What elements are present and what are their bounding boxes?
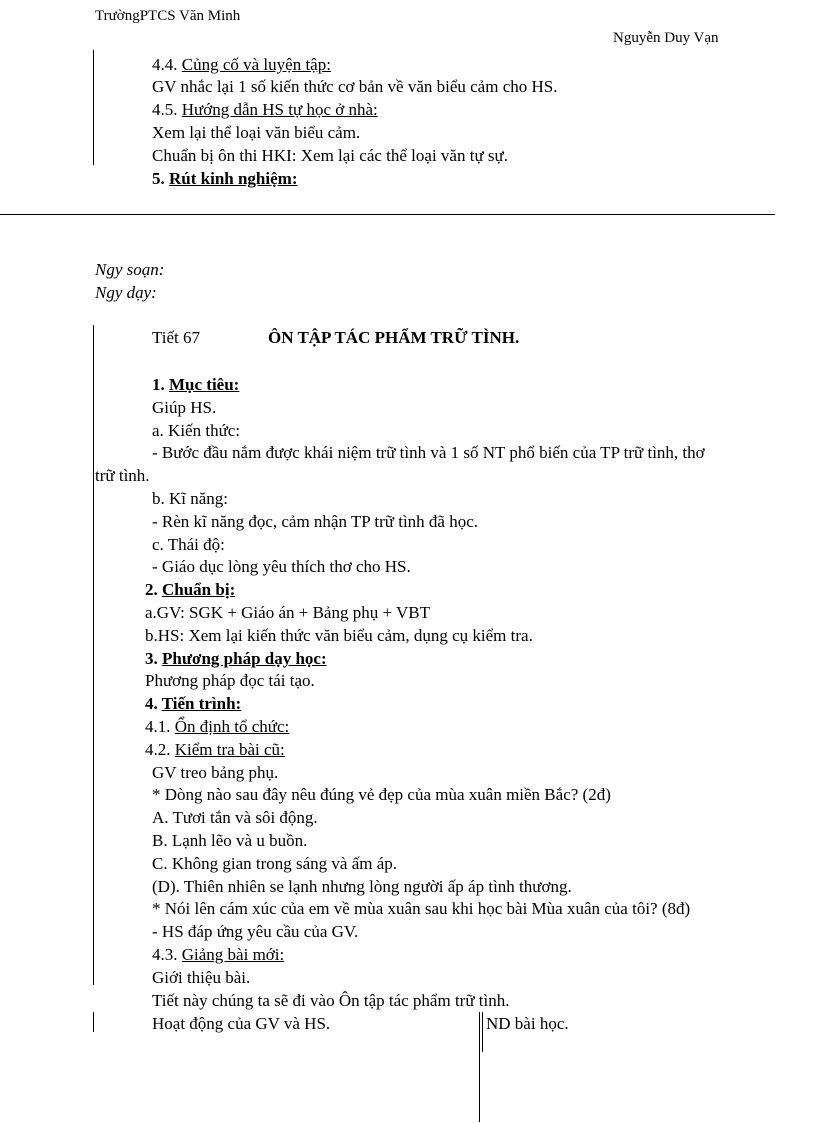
- author-name: Nguyễn Duy Vạn: [613, 30, 719, 46]
- section-4-1: 4.1. Ổn định tổ chức:: [145, 717, 290, 736]
- section-4-5: 4.5. Hướng dẫn HS tự học ở nhà:: [152, 100, 378, 119]
- section-4-2-title: Kiểm tra bài cũ:: [174, 740, 285, 759]
- preparation-hs: b.HS: Xem lại kiến thức văn biểu cảm, dụng cụ kiểm tra.: [145, 626, 533, 645]
- objectives-heading: 1. Mục tiêu:: [152, 375, 240, 394]
- check-option-a: A. Tươi tắn và sôi động.: [152, 808, 318, 827]
- objectives-intro: Giúp HS.: [152, 398, 217, 417]
- knowledge-text-1: - Bước đầu nắm được khái niệm trữ tình và 1 số NT phổ biến của TP trữ tình, thơ: [152, 443, 705, 462]
- method-title: Phương pháp dạy học:: [162, 649, 327, 668]
- section-4-1-title: Ổn định tổ chức:: [174, 717, 290, 736]
- skills-text: - Rèn kĩ năng đọc, cảm nhận TP trữ tình đã học.: [152, 512, 479, 531]
- check-question-1: * Dòng nào sau đây nêu đúng vẻ đẹp của mùa xuân miền Bắc? (2đ): [152, 785, 611, 804]
- knowledge-text-2: trữ tình.: [95, 466, 150, 485]
- section-4-2: 4.2. Kiểm tra bài cũ:: [145, 740, 285, 759]
- section-4-5-line-2: Chuẩn bị ôn thi HKI: Xem lại các thể loại văn tự sự.: [152, 146, 508, 165]
- lesson-period: Tiết 67: [152, 328, 201, 347]
- attitude-label: c. Thái độ:: [152, 535, 225, 554]
- section-4-5-title: Hướng dẫn HS tự học ở nhà:: [181, 100, 378, 119]
- attitude-text: - Giáo dục lòng yêu thích thơ cho HS.: [152, 557, 411, 576]
- section-4-4-text: GV nhắc lại 1 số kiến thức cơ bản về văn biểu cảm cho HS.: [152, 77, 558, 96]
- margin-bar-main: [93, 325, 94, 985]
- section-4-4: 4.4. Củng cố và luyện tập:: [152, 55, 331, 74]
- process-title: Tiến trình:: [161, 694, 242, 713]
- table-col-content: ND bài học.: [486, 1014, 569, 1033]
- school-name: TrườngPTCS Văn Minh: [95, 8, 241, 24]
- table-column-divider-inner: [482, 1012, 483, 1052]
- check-option-b: B. Lạnh lẽo và u buồn.: [152, 831, 308, 850]
- method-heading: 3. Phương pháp dạy học:: [145, 649, 327, 668]
- objectives-title: Mục tiêu:: [169, 375, 240, 394]
- process-heading: 4. Tiến trình:: [145, 694, 242, 713]
- section-4-5-line-1: Xem lại thể loại văn biểu cảm.: [152, 123, 361, 142]
- section-4-3: 4.3. Giảng bài mới:: [152, 945, 285, 964]
- check-question-2: * Nói lên cám xúc của em về mùa xuân sau khi học bài Mùa xuân của tôi? (8đ): [152, 899, 691, 918]
- section-5-title: Rút kinh nghiệm:: [169, 169, 298, 188]
- intro-label: Giới thiệu bài.: [152, 968, 251, 987]
- preparation-title: Chuẩn bị:: [162, 580, 236, 599]
- table-column-divider: [479, 1012, 480, 1122]
- table-left-bar: [93, 1012, 94, 1032]
- knowledge-label: a. Kiến thức:: [152, 421, 241, 440]
- date-taught: Ngy dạy:: [95, 283, 157, 302]
- date-prepared: Ngy soạn:: [95, 260, 165, 279]
- section-5: 5. Rút kinh nghiệm:: [152, 169, 298, 188]
- preparation-gv: a.GV: SGK + Giáo án + Bảng phụ + VBT: [145, 603, 430, 622]
- preparation-heading: 2. Chuẩn bị:: [145, 580, 236, 599]
- page-divider: [0, 214, 775, 215]
- table-col-activities: Hoạt động của GV và HS.: [152, 1014, 331, 1033]
- intro-text: Tiết này chúng ta sẽ đi vào Ôn tập tác phẩm trữ tình.: [152, 991, 510, 1010]
- skills-label: b. Kĩ năng:: [152, 489, 229, 508]
- method-text: Phương pháp đọc tái tạo.: [145, 671, 315, 690]
- section-4-3-title: Giảng bài mới:: [181, 945, 285, 964]
- section-4-4-title: Củng cố và luyện tập:: [181, 55, 331, 74]
- lesson-title: ÔN TẬP TÁC PHẨM TRỮ TÌNH.: [268, 328, 520, 347]
- check-option-c: C. Không gian trong sáng và ấm áp.: [152, 854, 398, 873]
- check-line: GV treo bảng phụ.: [152, 763, 279, 782]
- margin-bar-top: [93, 50, 94, 165]
- check-response: - HS đáp ứng yêu cầu của GV.: [152, 922, 359, 941]
- check-option-d: (D). Thiên nhiên se lạnh nhưng lòng người ấp áp tình thương.: [152, 877, 572, 896]
